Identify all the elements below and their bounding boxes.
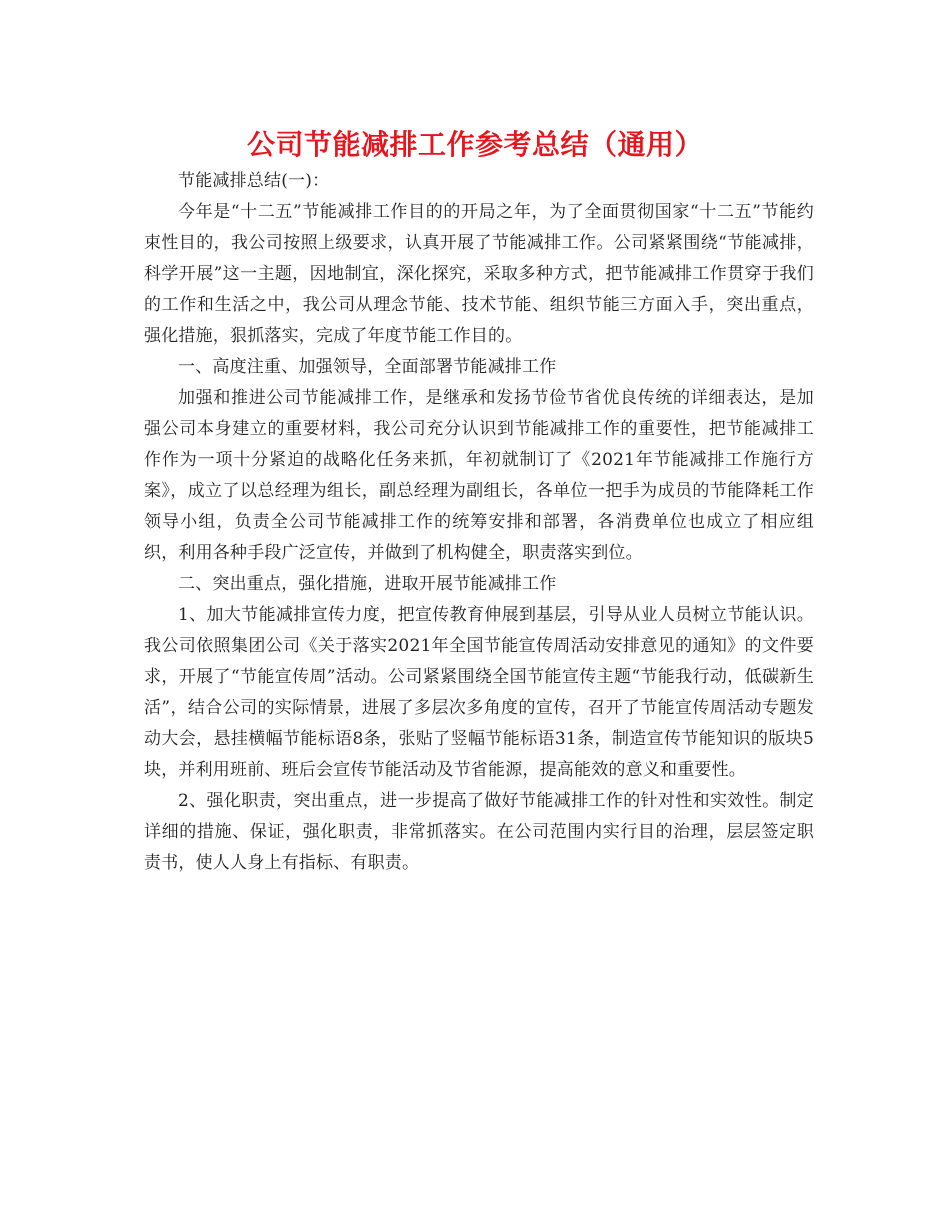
paragraph-item-2: 2、强化职责，突出重点，进一步提高了做好节能减排工作的针对性和实效性。制定详细的措施、保证，强化职责，非常抓落实。在公司范围内实行目的治理，层层签定职责书，使人人身上有指标、有职责。	[144, 791, 814, 873]
paragraph-intro: 今年是“十二五”节能减排工作目的的开局之年，为了全面贯彻国家“十二五”节能约束性目的，我公司按照上级要求，认真开展了节能减排工作。公司紧紧围绕“节能减排，科学开展”这一主题，因地制宜，深化探究，采取多种方式，把节能减排工作贯穿于我们的工作和生活之中，我公司从理念节能、技术节能、组织节能三方面入手，突出重点，强化措施，狠抓落实，完成了年度节能工作目的。	[144, 202, 814, 346]
section-heading-2: 二、突出重点，强化措施，进取开展节能减排工作	[178, 574, 557, 594]
document-body	[144, 166, 814, 879]
paragraph-section-1: 加强和推进公司节能减排工作，是继承和发扬节俭节省优良传统的详细表达，是加强公司本身建立的重要材料，我公司充分认识到节能减排工作的重要性，把节能减排工作作为一项十分紧迫的战略化任务来抓，年初就制订了《2021年节能减排工作施行方案》，成立了以总经理为组长，副总经理为副组长，各单位一把手为成员的节能降耗工作领导小组，负责全公司节能减排工作的统筹安排和部署，各消费单位也成立了相应组织，利用各种手段广泛宣传，并做到了机构健全，职责落实到位。	[144, 388, 814, 563]
document-title: 公司节能减排工作参考总结（通用）	[246, 128, 703, 161]
paragraph-item-1: 1、加大节能减排宣传力度，把宣传教育伸展到基层，引导从业人员树立节能认识。我公司依照集团公司《关于落实2021年全国节能宣传周活动安排意见的通知》的文件要求，开展了“节能宣传周”活动。公司紧紧围绕全国节能宣传主题“节能我行动，低碳新生活”，结合公司的实际情景，进展了多层次多角度的宣传，召开了节能宣传周活动专题发动大会，悬挂横幅节能标语8条，张贴了竖幅节能标语31条，制造宣传节能知识的版块5块，并利用班前、班后会宣传节能活动及节省能源，提高能效的意义和重要性。	[144, 605, 814, 780]
paragraph-heading-1: 节能减排总结(一)：	[178, 171, 330, 191]
section-heading-1: 一、高度注重、加强领导，全面部署节能减排工作	[178, 357, 557, 377]
